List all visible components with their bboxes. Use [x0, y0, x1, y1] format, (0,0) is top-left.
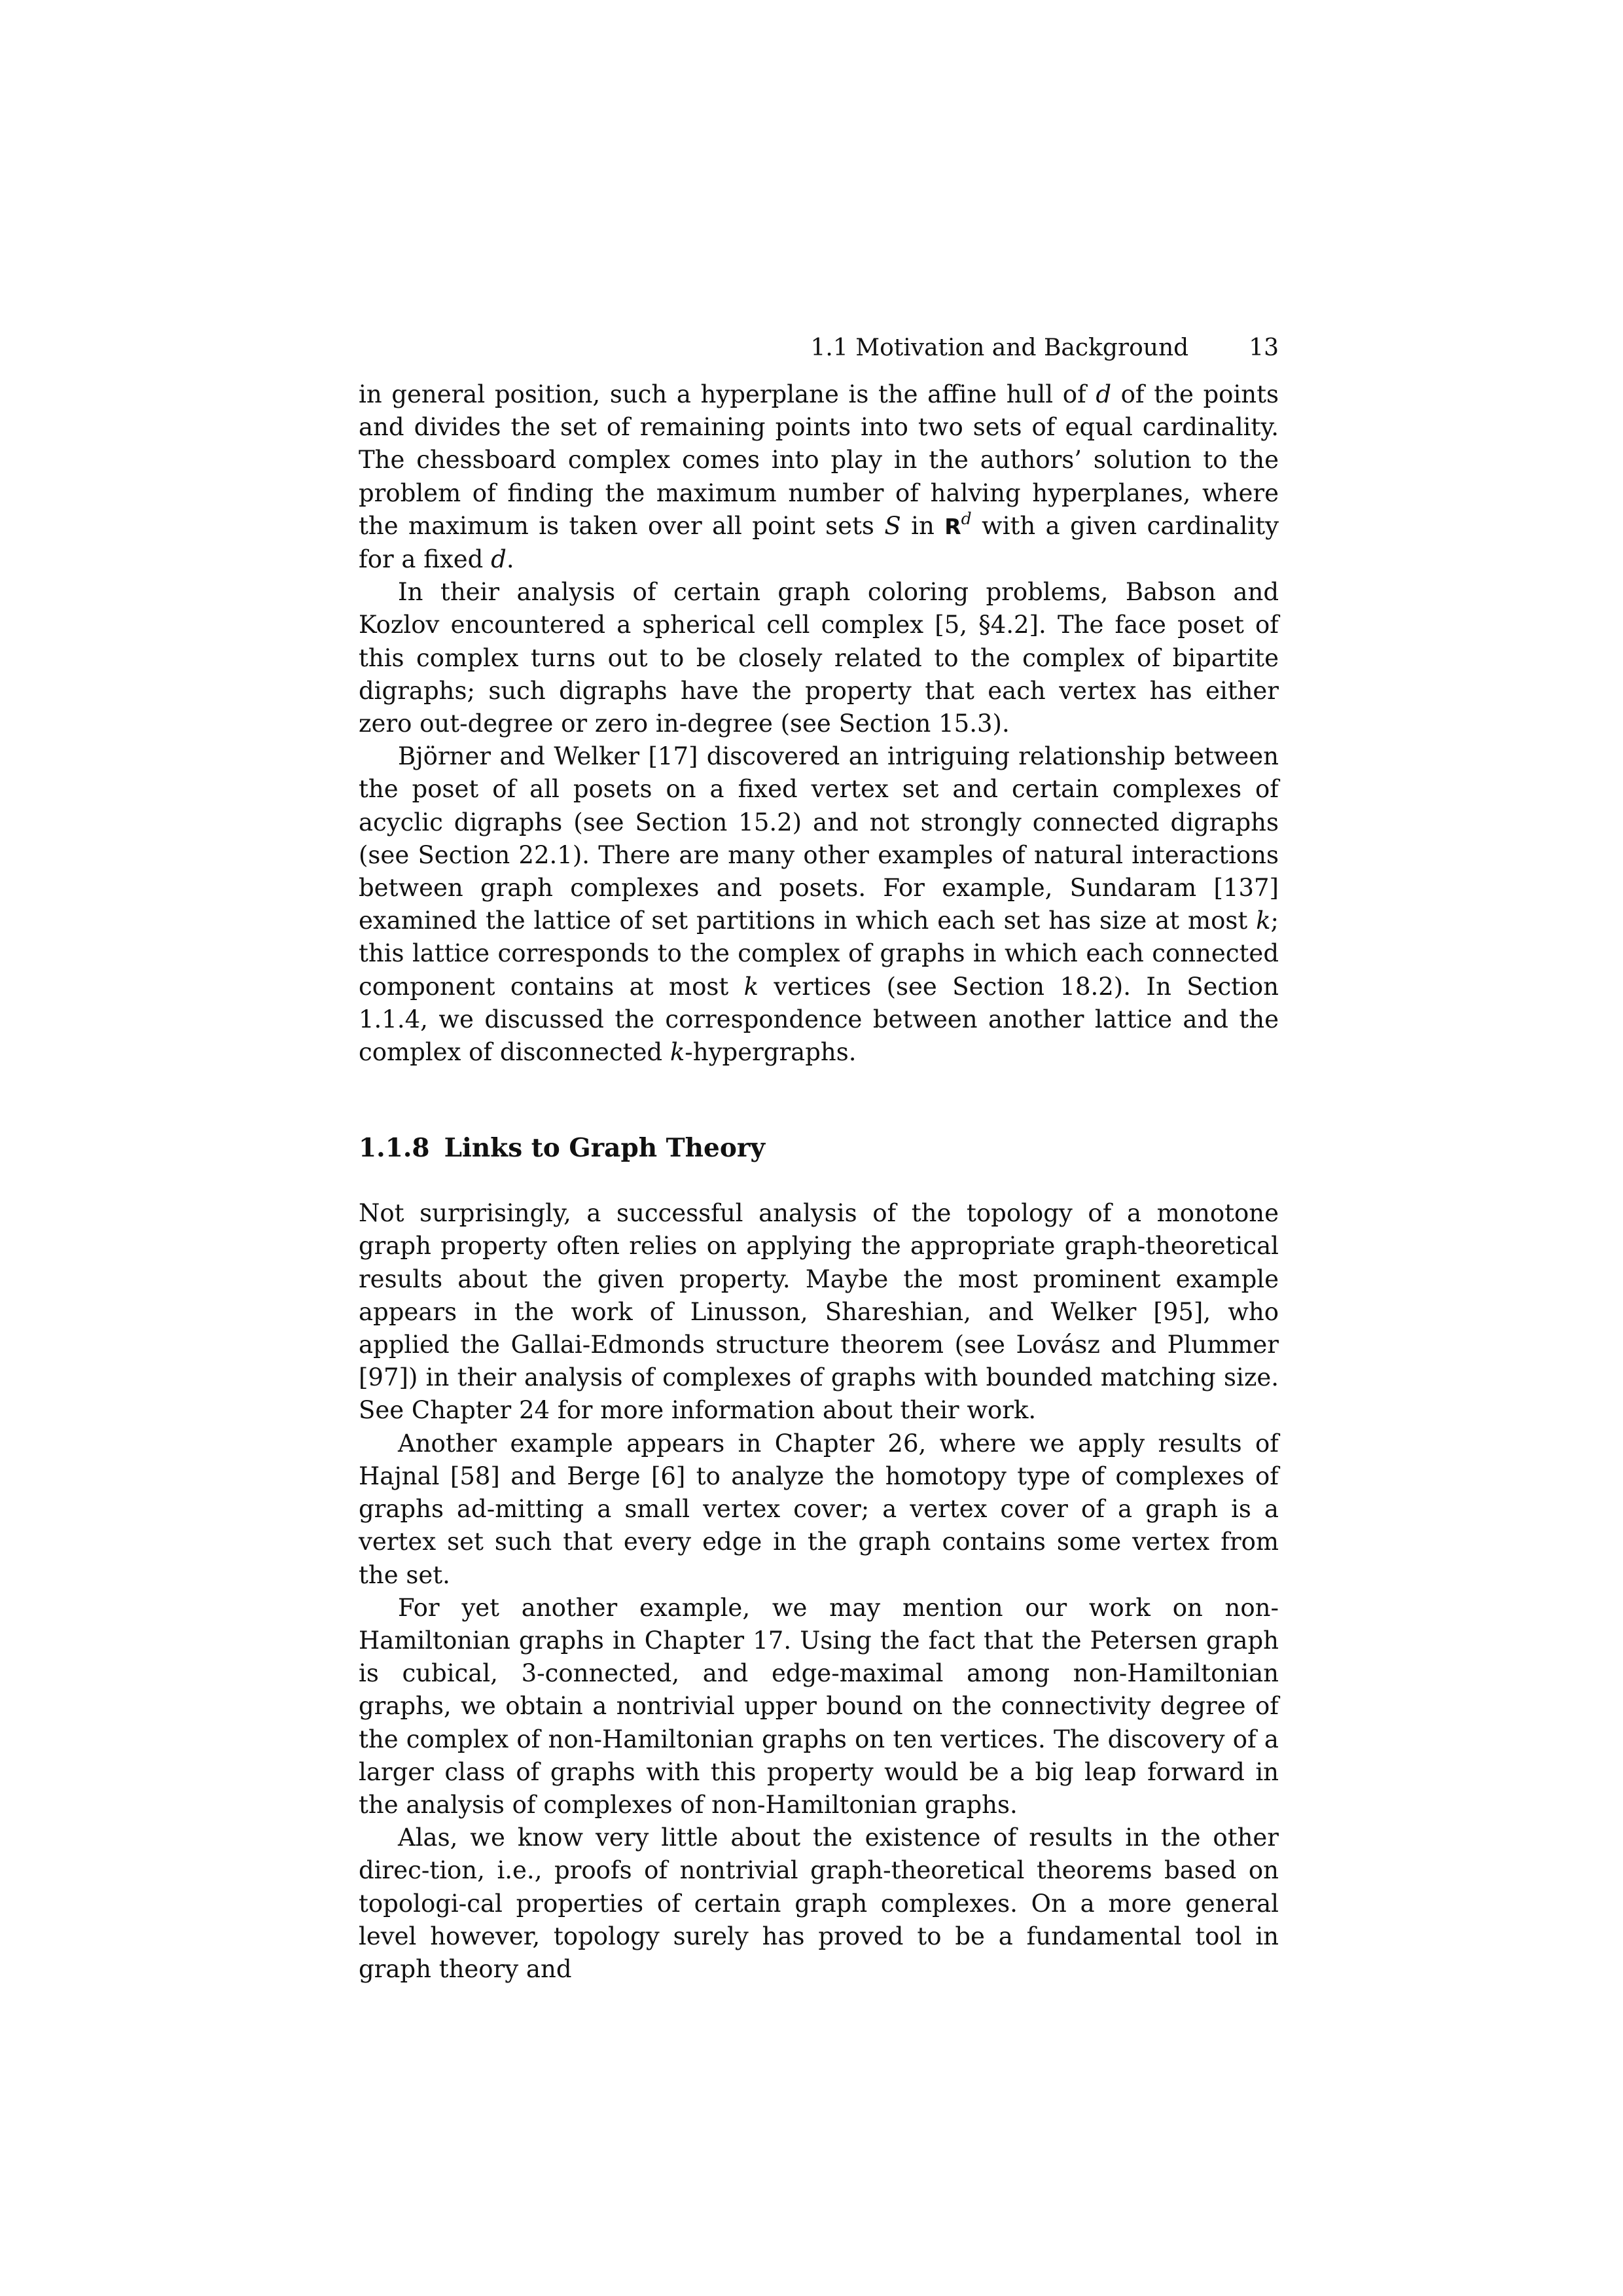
paragraph: [359, 1592, 1279, 1821]
section-number: 1.1.8: [359, 1133, 430, 1164]
running-head-section: 1.1 Motivation and Background: [810, 334, 1189, 361]
text-run: Björner and Welker [17] discovered an intriguing relationship between the poset of all posets on a fixed vertex set and certain complexes of acyclic digraphs (see Section 15.2) and not strongly connected digraphs (see Section 22.1). There are many other examples of natural interactions between graph complexes and posets. For example, Sundaram [137] examined the lattice of set partitions in which each set has size at most: [359, 742, 1279, 935]
text-run: of the points and divides the set of remaining points into two sets of equal cardinality. The chessboard complex comes into play in the authors’ solution to the problem of finding the maximum number of halving hyperplanes, where the maximum is taken over all point sets: [359, 380, 1279, 540]
math-variable: d: [491, 545, 507, 574]
text-run: In their analysis of certain graph coloring problems, Babson and Kozlov encountered a spherical cell complex [5, §4.2]. The face poset of this complex turns out to be closely related to the complex of bipartite digraphs; such digraphs have the property that each vertex has either zero out-degree or zero in-degree (see Section 15.3).: [359, 578, 1279, 738]
body-text-top: [359, 378, 1279, 1069]
math-variable: S: [884, 511, 901, 540]
paragraph: [359, 1821, 1279, 1986]
paragraph: [359, 378, 1279, 576]
text-run: vertices (see Section 18.2). In Section 1.1.4, we discussed the correspondence between another lattice and the complex of disconnected: [359, 972, 1279, 1067]
paragraph: [359, 1427, 1279, 1592]
text-run: Alas, we know very little about the existence of results in the other direc-tion, i.e., proofs of nontrivial graph-theoretical theorems based on topologi-cal properties of certain graph complexes. On a more general level however, topology surely has proved to be a fundamental tool in graph theory and: [359, 1823, 1279, 1983]
text-run: For yet another example, we may mention our work on non-Hamiltonian graphs in Chapter 17. Using the fact that the Petersen graph is cubical, 3-connected, and edge-maximal among non-Hamiltonian graphs, we obtain a nontrivial upper bound on the connectivity degree of the complex of non-Hamiltonian graphs on ten vertices. The discovery of a larger class of graphs with this property would be a big leap forward in the analysis of complexes of non-Hamiltonian graphs.: [359, 1593, 1279, 1819]
body-text-bottom: [359, 1197, 1279, 1986]
section-title: Links to Graph Theory: [444, 1133, 766, 1164]
math-variable: k: [669, 1038, 685, 1067]
math-variable: k: [743, 972, 759, 1001]
text-run: -hypergraphs.: [685, 1038, 857, 1067]
paragraph: [359, 740, 1279, 1069]
math-variable: d: [1096, 380, 1111, 408]
book-page: [359, 332, 1279, 1986]
text-run: Not surprisingly, a successful analysis of the topology of a monotone graph property often relies on applying the appropriate graph-theoretical results about the given property. Maybe the most prominent example appears in the work of Linusson, Shareshian, and Welker [95], who applied the Gallai-Edmonds structure theorem (see Lovász and Plummer [97]) in their analysis of complexes of graphs with bounded matching size. See Chapter 24 for more information about their work.: [359, 1199, 1279, 1425]
math-symbol: R: [944, 513, 961, 539]
math-variable: k: [1256, 906, 1271, 935]
text-run: Another example appears in Chapter 26, where we apply results of Hajnal [58] and Berge [6] to analyze the homotopy type of complexes of graphs ad-mitting a small vertex cover; a vertex cover of a graph is a vertex set such that every edge in the graph contains some vertex from the set.: [359, 1429, 1279, 1589]
text-run: in general position, such a hyperplane is the affine hull of: [359, 380, 1096, 408]
paragraph: [359, 576, 1279, 740]
text-run: with a given cardinality for a fixed: [359, 511, 1279, 574]
math-superscript: d: [961, 509, 972, 528]
section-heading: [359, 1132, 1279, 1164]
text-run: .: [506, 545, 514, 574]
paragraph: [359, 1197, 1279, 1427]
text-run: in: [901, 511, 945, 540]
running-head: [359, 332, 1279, 364]
page-number: 13: [1249, 334, 1279, 361]
text-run: ; this lattice corresponds to the complex of graphs in which each connected component contains at most: [359, 906, 1279, 1001]
